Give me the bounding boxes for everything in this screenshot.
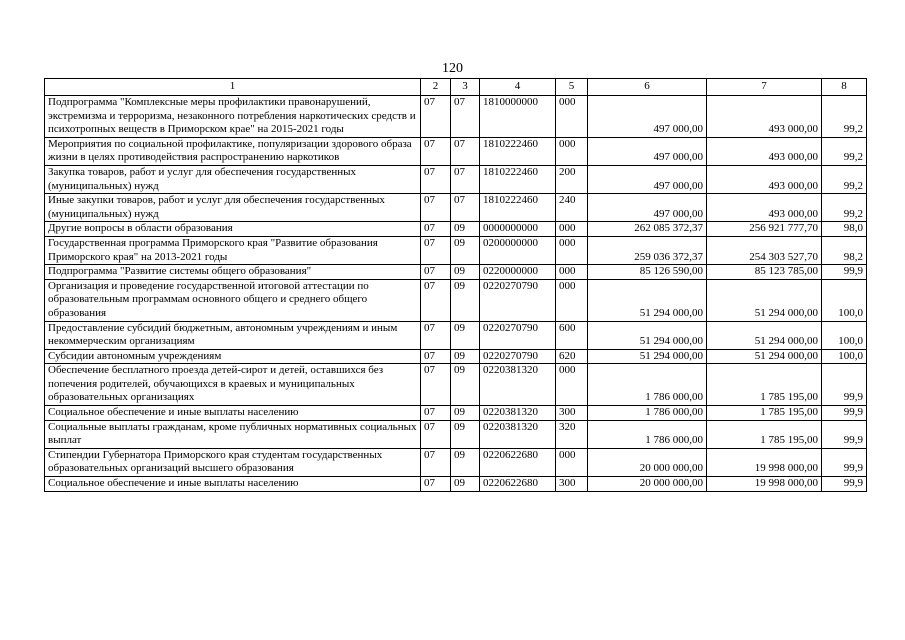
section-code-cell: 07	[421, 137, 451, 165]
table-row	[45, 477, 867, 492]
actual-amount-cell: 493 000,00	[707, 165, 822, 193]
actual-amount-cell: 493 000,00	[707, 194, 822, 222]
actual-amount-cell: 51 294 000,00	[707, 279, 822, 321]
execution-percent-cell: 100,0	[822, 349, 867, 364]
column-header: 6	[588, 79, 707, 96]
table-row	[45, 321, 867, 349]
column-header: 3	[451, 79, 480, 96]
planned-amount-cell: 51 294 000,00	[588, 279, 707, 321]
actual-amount-cell: 254 303 527,70	[707, 236, 822, 264]
execution-percent-cell: 99,9	[822, 364, 867, 406]
row-name-cell: Социальное обеспечение и иные выплаты населению	[45, 406, 421, 421]
table-row	[45, 96, 867, 138]
target-article-cell: 0220270790	[480, 279, 556, 321]
execution-percent-cell: 99,2	[822, 165, 867, 193]
execution-percent-cell: 99,9	[822, 448, 867, 476]
row-name-cell: Субсидии автономным учреждениям	[45, 349, 421, 364]
row-name-cell: Обеспечение бесплатного проезда детей-сирот и детей, оставшихся без попечения родителей, обучающихся в краевых и муниципальных образовательных организациях	[45, 364, 421, 406]
section-code-cell: 07	[421, 364, 451, 406]
section-code-cell: 07	[421, 194, 451, 222]
subsection-code-cell: 07	[451, 194, 480, 222]
target-article-cell: 1810222460	[480, 194, 556, 222]
expense-type-cell: 320	[556, 420, 588, 448]
execution-percent-cell: 99,9	[822, 406, 867, 421]
execution-percent-cell: 99,9	[822, 420, 867, 448]
actual-amount-cell: 51 294 000,00	[707, 349, 822, 364]
table-row	[45, 265, 867, 280]
section-code-cell: 07	[421, 96, 451, 138]
row-name-cell: Предоставление субсидий бюджетным, автономным учреждениям и иным некоммерческим организациям	[45, 321, 421, 349]
row-name-cell: Социальные выплаты гражданам, кроме публичных нормативных социальных выплат	[45, 420, 421, 448]
subsection-code-cell: 09	[451, 279, 480, 321]
target-article-cell: 0000000000	[480, 222, 556, 237]
subsection-code-cell: 09	[451, 420, 480, 448]
actual-amount-cell: 1 785 195,00	[707, 406, 822, 421]
row-name-cell: Подпрограмма "Развитие системы общего образования"	[45, 265, 421, 280]
planned-amount-cell: 497 000,00	[588, 194, 707, 222]
planned-amount-cell: 20 000 000,00	[588, 477, 707, 492]
section-code-cell: 07	[421, 165, 451, 193]
expense-type-cell: 200	[556, 165, 588, 193]
row-name-cell: Подпрограмма "Комплексные меры профилактики правонарушений, экстремизма и терроризма, незаконного потребления наркотических средств и психотропных веществ в Приморском крае" на 2015-2021 годы	[45, 96, 421, 138]
row-name-cell: Стипендии Губернатора Приморского края студентам государственных образовательных организаций высшего образования	[45, 448, 421, 476]
planned-amount-cell: 497 000,00	[588, 96, 707, 138]
target-article-cell: 0200000000	[480, 236, 556, 264]
target-article-cell: 0220622680	[480, 477, 556, 492]
subsection-code-cell: 09	[451, 349, 480, 364]
subsection-code-cell: 09	[451, 222, 480, 237]
execution-percent-cell: 98,2	[822, 236, 867, 264]
page-number: 120	[442, 61, 463, 76]
expense-type-cell: 000	[556, 265, 588, 280]
expense-type-cell: 000	[556, 279, 588, 321]
target-article-cell: 0220381320	[480, 406, 556, 421]
subsection-code-cell: 07	[451, 165, 480, 193]
subsection-code-cell: 09	[451, 406, 480, 421]
expense-type-cell: 000	[556, 236, 588, 264]
target-article-cell: 0220000000	[480, 265, 556, 280]
section-code-cell: 07	[421, 477, 451, 492]
section-code-cell: 07	[421, 406, 451, 421]
expense-type-cell: 240	[556, 194, 588, 222]
row-name-cell: Мероприятия по социальной профилактике, популяризации здорового образа жизни в целях противодействия распространению наркотиков	[45, 137, 421, 165]
expense-type-cell: 000	[556, 448, 588, 476]
execution-percent-cell: 99,2	[822, 194, 867, 222]
execution-percent-cell: 99,9	[822, 265, 867, 280]
section-code-cell: 07	[421, 222, 451, 237]
planned-amount-cell: 1 786 000,00	[588, 364, 707, 406]
expense-type-cell: 600	[556, 321, 588, 349]
execution-percent-cell: 99,9	[822, 477, 867, 492]
actual-amount-cell: 1 785 195,00	[707, 364, 822, 406]
target-article-cell: 0220270790	[480, 349, 556, 364]
subsection-code-cell: 09	[451, 236, 480, 264]
row-name-cell: Организация и проведение государственной итоговой аттестации по образовательным программам основного общего и среднего общего образования	[45, 279, 421, 321]
target-article-cell: 1810222460	[480, 137, 556, 165]
column-header: 8	[822, 79, 867, 96]
target-article-cell: 0220381320	[480, 364, 556, 406]
row-name-cell: Государственная программа Приморского края "Развитие образования Приморского края" на 2013-2021 годы	[45, 236, 421, 264]
execution-percent-cell: 99,2	[822, 96, 867, 138]
subsection-code-cell: 09	[451, 448, 480, 476]
column-header: 5	[556, 79, 588, 96]
table-row	[45, 194, 867, 222]
execution-percent-cell: 98,0	[822, 222, 867, 237]
planned-amount-cell: 1 786 000,00	[588, 406, 707, 421]
column-header: 2	[421, 79, 451, 96]
expense-type-cell: 300	[556, 477, 588, 492]
subsection-code-cell: 09	[451, 265, 480, 280]
table-row	[45, 137, 867, 165]
expense-type-cell: 620	[556, 349, 588, 364]
table-row	[45, 448, 867, 476]
section-code-cell: 07	[421, 448, 451, 476]
expense-type-cell: 000	[556, 96, 588, 138]
column-header: 7	[707, 79, 822, 96]
planned-amount-cell: 262 085 372,37	[588, 222, 707, 237]
row-name-cell: Социальное обеспечение и иные выплаты населению	[45, 477, 421, 492]
subsection-code-cell: 07	[451, 137, 480, 165]
row-name-cell: Закупка товаров, работ и услуг для обеспечения государственных (муниципальных) нужд	[45, 165, 421, 193]
actual-amount-cell: 19 998 000,00	[707, 477, 822, 492]
target-article-cell: 0220622680	[480, 448, 556, 476]
section-code-cell: 07	[421, 265, 451, 280]
subsection-code-cell: 09	[451, 477, 480, 492]
table-row	[45, 420, 867, 448]
table-row	[45, 165, 867, 193]
section-code-cell: 07	[421, 236, 451, 264]
table-row	[45, 406, 867, 421]
actual-amount-cell: 51 294 000,00	[707, 321, 822, 349]
execution-percent-cell: 100,0	[822, 321, 867, 349]
target-article-cell: 1810222460	[480, 165, 556, 193]
expense-type-cell: 300	[556, 406, 588, 421]
expense-type-cell: 000	[556, 222, 588, 237]
column-header: 4	[480, 79, 556, 96]
target-article-cell: 1810000000	[480, 96, 556, 138]
subsection-code-cell: 07	[451, 96, 480, 138]
expense-type-cell: 000	[556, 364, 588, 406]
section-code-cell: 07	[421, 321, 451, 349]
table-row	[45, 364, 867, 406]
planned-amount-cell: 497 000,00	[588, 137, 707, 165]
section-code-cell: 07	[421, 420, 451, 448]
expense-type-cell: 000	[556, 137, 588, 165]
planned-amount-cell: 51 294 000,00	[588, 349, 707, 364]
section-code-cell: 07	[421, 279, 451, 321]
actual-amount-cell: 493 000,00	[707, 137, 822, 165]
actual-amount-cell: 85 123 785,00	[707, 265, 822, 280]
subsection-code-cell: 09	[451, 364, 480, 406]
actual-amount-cell: 256 921 777,70	[707, 222, 822, 237]
actual-amount-cell: 1 785 195,00	[707, 420, 822, 448]
planned-amount-cell: 497 000,00	[588, 165, 707, 193]
subsection-code-cell: 09	[451, 321, 480, 349]
target-article-cell: 0220381320	[480, 420, 556, 448]
actual-amount-cell: 493 000,00	[707, 96, 822, 138]
execution-percent-cell: 100,0	[822, 279, 867, 321]
target-article-cell: 0220270790	[480, 321, 556, 349]
planned-amount-cell: 51 294 000,00	[588, 321, 707, 349]
budget-table	[44, 78, 867, 492]
actual-amount-cell: 19 998 000,00	[707, 448, 822, 476]
section-code-cell: 07	[421, 349, 451, 364]
table-row	[45, 236, 867, 264]
planned-amount-cell: 1 786 000,00	[588, 420, 707, 448]
execution-percent-cell: 99,2	[822, 137, 867, 165]
row-name-cell: Другие вопросы в области образования	[45, 222, 421, 237]
table-row	[45, 349, 867, 364]
table-row	[45, 279, 867, 321]
table-header-row	[45, 79, 867, 96]
planned-amount-cell: 20 000 000,00	[588, 448, 707, 476]
row-name-cell: Иные закупки товаров, работ и услуг для обеспечения государственных (муниципальных) нужд	[45, 194, 421, 222]
planned-amount-cell: 85 126 590,00	[588, 265, 707, 280]
table-row	[45, 222, 867, 237]
column-header: 1	[45, 79, 421, 96]
planned-amount-cell: 259 036 372,37	[588, 236, 707, 264]
